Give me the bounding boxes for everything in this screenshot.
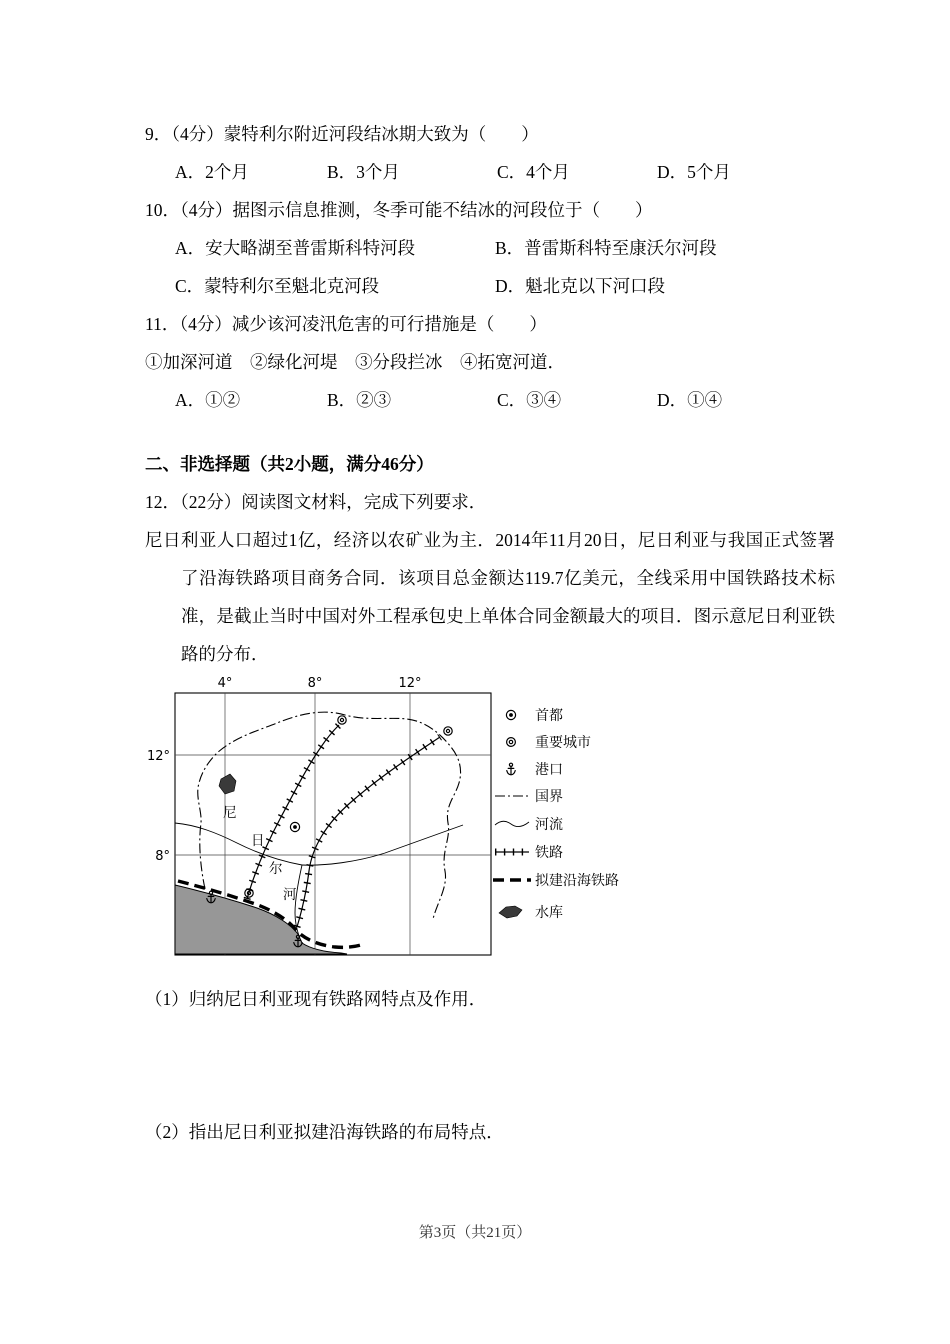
legend-city-label: 重要城市: [535, 736, 591, 751]
question-11-options: [145, 381, 832, 419]
river-label-char-4: 河: [283, 887, 297, 902]
railway-east: [297, 737, 440, 927]
lon-label-8: 8°: [307, 676, 323, 691]
legend-port-label: 港口: [535, 763, 563, 778]
map-canvas: [145, 675, 645, 970]
q11-option-d: D．①④: [657, 390, 723, 410]
q11-option-c: C．③④: [497, 390, 562, 410]
reservoir-shape: [219, 774, 236, 794]
question-12-sub-2: （2）指出尼日利亚拟建沿海铁路的布局特点．: [145, 1122, 504, 1142]
q11-option-b: B．②③: [327, 390, 392, 410]
legend-capital-label: 首都: [535, 709, 563, 724]
question-9-options: [145, 153, 832, 191]
legend-border-label: 国界: [535, 790, 563, 805]
railway-west-ticks: [247, 725, 339, 899]
question-11-items: ①加深河道 ②绿化河堤 ③分段拦冰 ④拓宽河道．: [145, 352, 565, 372]
question-11-stem: 11．（4分）减少该河凌汛危害的可行措施是（ ）: [145, 314, 547, 334]
railway-west: [247, 725, 339, 899]
q10-option-d: D．魁北克以下河口段: [495, 276, 666, 296]
section-2-title: 二、非选择题（共2小题，满分46分）: [145, 454, 434, 474]
nigeria-railway-map-figure: [145, 675, 832, 970]
niger-river-upper: [175, 823, 302, 865]
city-icon-northeast: [444, 727, 452, 735]
legend-railway-label: 铁路: [535, 846, 563, 861]
river-label-char-2: 日: [251, 833, 265, 848]
q9-option-c: C．4个月: [497, 162, 570, 182]
q10-option-a: A．安大略湖至普雷斯科特河段: [175, 238, 416, 258]
legend-city-icon: [507, 738, 516, 747]
capital-icon: [290, 822, 299, 831]
q11-option-a: A．①②: [175, 390, 241, 410]
question-12-stem: 12．（22分）阅读图文材料，完成下列要求．: [145, 492, 487, 512]
question-12-intro-paragraph: 尼日利亚人口超过1亿，经济以农矿业为主．2014年11月20日，尼日利亚与我国正式签署了沿海铁路项目商务合同．该项目总金额达119.7亿美元，全线采用中国铁路技术标准，是截止当时中国对外工程承包史上单体合同金额最大的项目．图示意尼日利亚铁路的分布．: [145, 530, 835, 664]
question-10-options-row2: [145, 267, 832, 305]
lon-label-4: 4°: [217, 676, 233, 691]
page-number-footer: 第3页（共21页）: [418, 1225, 532, 1241]
national-border: [198, 712, 461, 919]
legend-reservoir-icon: [499, 906, 522, 918]
river-label-char-1: 尼: [223, 805, 237, 820]
map-legend: [493, 708, 619, 921]
q9-option-a: A．2个月: [175, 162, 249, 182]
question-10-stem: 10．（4分）据图示信息推测，冬季可能不结冰的河段位于（ ）: [145, 200, 653, 220]
city-icon-kano: [338, 716, 346, 724]
lat-label-12: 12°: [146, 749, 170, 764]
lon-label-12: 12°: [398, 676, 422, 691]
railway-east-ticks: [297, 737, 440, 927]
question-12-sub-1: （1）归纳尼日利亚现有铁路网特点及作用．: [145, 989, 487, 1009]
river-label-char-3: 尔: [269, 861, 283, 876]
benue-river: [302, 825, 463, 865]
q10-option-b: B．普雷斯科特至康沃尔河段: [495, 238, 717, 258]
legend-reservoir-label: 水库: [535, 906, 563, 921]
q9-option-b: B．3个月: [327, 162, 400, 182]
q10-option-c: C．蒙特利尔至魁北克河段: [175, 276, 380, 296]
legend-planned-railway-label: 拟建沿海铁路: [535, 874, 619, 889]
legend-capital-icon: [506, 710, 515, 719]
q9-option-d: D．5个月: [657, 162, 731, 182]
question-9-stem: 9．（4分）蒙特利尔附近河段结冰期大致为（ ）: [145, 124, 539, 144]
legend-river-icon: [495, 821, 529, 826]
lat-label-8: 8°: [155, 849, 170, 864]
legend-river-label: 河流: [535, 818, 563, 833]
question-10-options-row1: [145, 229, 832, 267]
legend-port-icon: [507, 763, 515, 775]
